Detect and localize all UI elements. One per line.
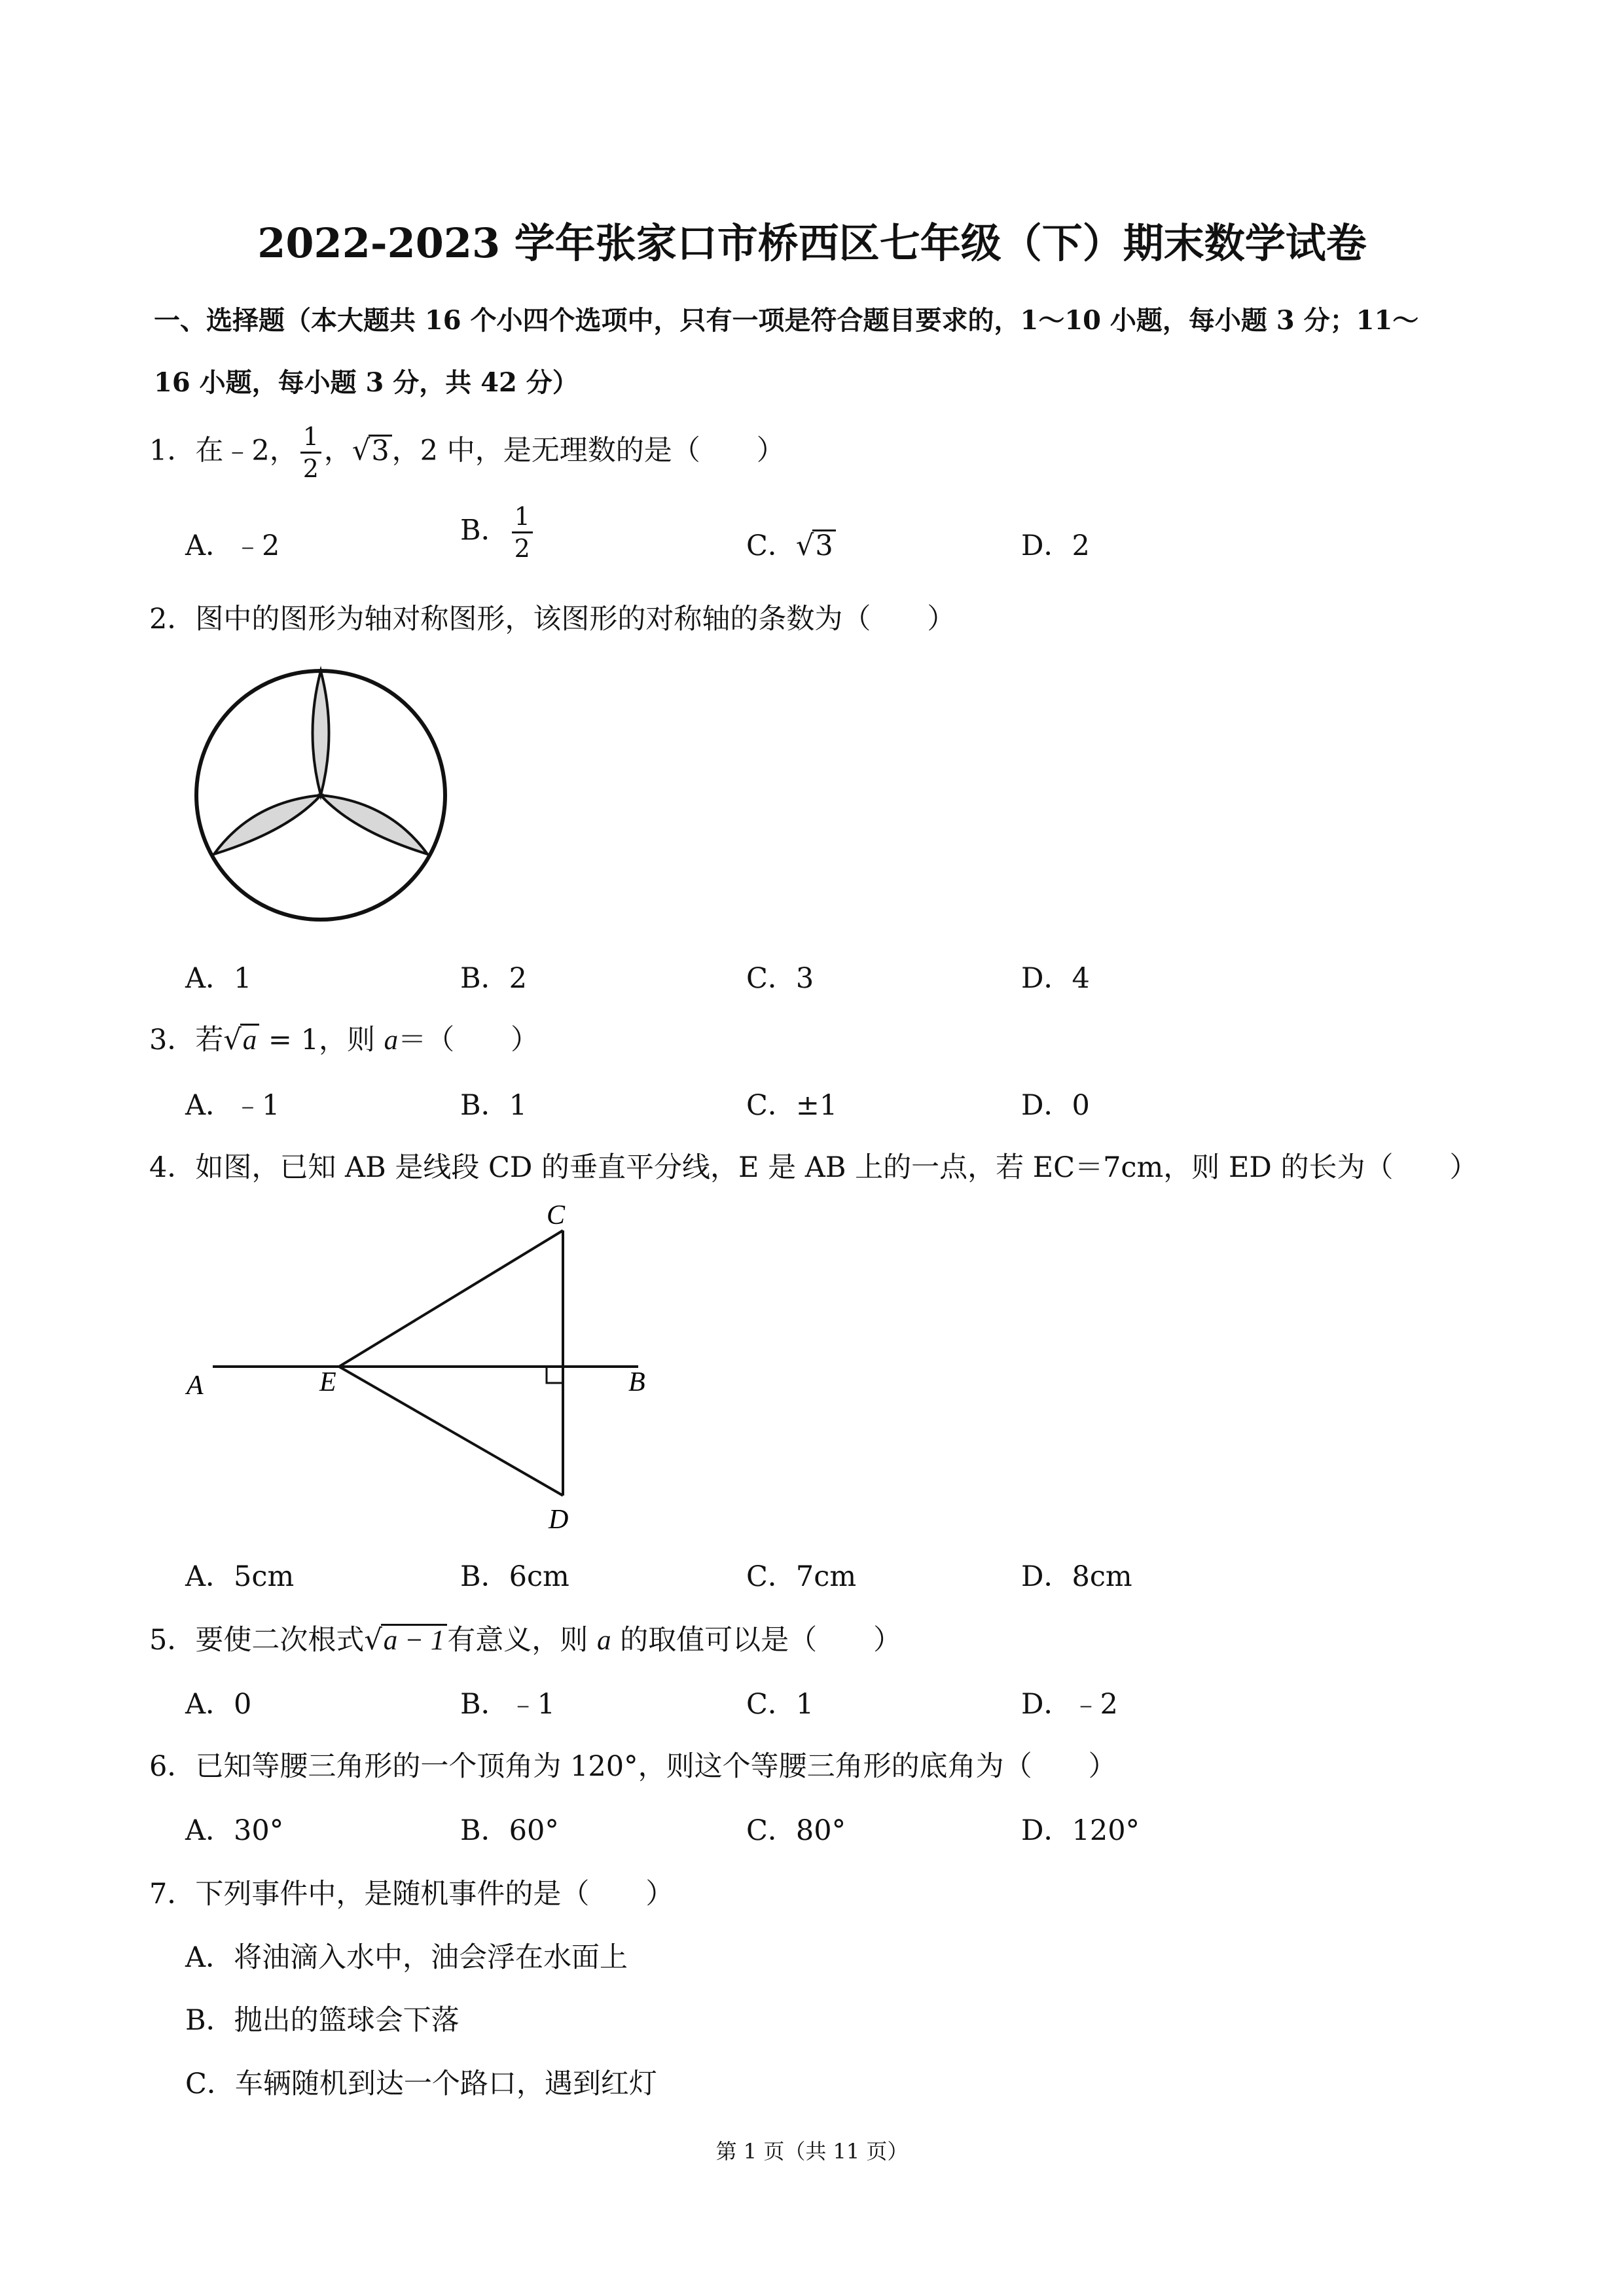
q3-suffix: ＝（ ） xyxy=(398,1024,539,1056)
q4-option-a[interactable]: A．5cm xyxy=(185,1560,295,1593)
q1-b-frac-num: 1 xyxy=(512,504,533,533)
page-title: 2022-2023 学年张家口市桥西区七年级（下）期末数学试卷 xyxy=(257,219,1367,267)
q1-option-d[interactable]: D．2 xyxy=(1021,529,1090,562)
section-header-line1: 一、选择题（本大题共 16 个小四个选项中，只有一项是符合题目要求的，1～10 小题，每小题 3 分；11～ xyxy=(154,305,1419,336)
q3-mid: = 1，则 xyxy=(259,1024,384,1056)
q1-option-c-sqrt: 3 xyxy=(812,529,835,561)
section-header-line2: 16 小题，每小题 3 分，共 42 分） xyxy=(154,367,579,398)
q6-option-c[interactable]: C．80° xyxy=(746,1814,846,1847)
q5-option-d[interactable]: D．﹣2 xyxy=(1021,1688,1118,1721)
q2-circle-figure xyxy=(190,661,452,923)
q5-var: a xyxy=(596,1625,611,1656)
q3-option-c[interactable]: C．±1 xyxy=(746,1089,838,1122)
page-footer: 第 1 页（共 11 页） xyxy=(715,2139,909,2164)
q4-label-c: C xyxy=(547,1200,566,1230)
q4-option-b[interactable]: B．6cm xyxy=(460,1560,569,1593)
q3-sqrt-sign: √ xyxy=(223,1024,242,1056)
q7-option-b[interactable]: B．抛出的篮球会下落 xyxy=(185,2004,460,2037)
q1-fraction xyxy=(300,424,321,481)
q1-b-frac-den: 2 xyxy=(514,534,530,563)
q1-option-a[interactable]: A．﹣2 xyxy=(185,529,280,562)
q6-option-b[interactable]: B．60° xyxy=(460,1814,559,1847)
q1-frac-den: 2 xyxy=(302,454,319,483)
q1-option-c-sqrt-sign: √ xyxy=(795,529,814,562)
q1-prefix: 1．在﹣2， xyxy=(149,434,298,467)
q1-option-b[interactable] xyxy=(460,504,535,561)
q3-option-a[interactable]: A．﹣1 xyxy=(185,1089,280,1122)
q5-suffix-pre: 有意义，则 xyxy=(447,1624,597,1657)
q1-sqrt-sign: √ xyxy=(352,434,370,467)
q1-suffix: ，2 中，是无理数的是（ ） xyxy=(391,434,785,467)
q6-option-a[interactable]: A．30° xyxy=(185,1814,284,1847)
q4-right-angle-mark xyxy=(547,1367,563,1383)
q1-option-b-prefix: B． xyxy=(460,514,509,547)
q4-option-d[interactable]: D．8cm xyxy=(1021,1560,1132,1593)
q3-prefix: 3．若 xyxy=(149,1024,224,1056)
q1-option-c-prefix: C． xyxy=(746,529,796,562)
q3-option-d[interactable]: D．0 xyxy=(1021,1089,1090,1122)
q1-sqrt: 3 xyxy=(369,435,391,466)
q3-option-b[interactable]: B．1 xyxy=(460,1089,527,1122)
q5-option-c[interactable]: C．1 xyxy=(746,1688,814,1721)
q6-option-d[interactable]: D．120° xyxy=(1021,1814,1140,1847)
q2-petal-right xyxy=(321,795,427,854)
q7-option-a[interactable]: A．将油滴入水中，油会浮在水面上 xyxy=(185,1941,628,1974)
q2-petal-left xyxy=(214,795,321,854)
q4-label-d: D xyxy=(549,1505,569,1535)
q5-prefix: 5．要使二次根式 xyxy=(149,1624,365,1657)
question-3 xyxy=(149,1018,539,1058)
question-5 xyxy=(149,1618,901,1658)
q1-mid: ， xyxy=(323,434,352,467)
question-6: 6．已知等腰三角形的一个顶角为 120°，则这个等腰三角形的底角为（ ） xyxy=(149,1750,1117,1783)
q4-option-c[interactable]: C．7cm xyxy=(746,1560,857,1593)
q2-option-a[interactable]: A．1 xyxy=(185,962,252,995)
q4-label-a: A xyxy=(187,1371,204,1401)
q2-petal-top xyxy=(313,671,329,795)
q5-option-b[interactable]: B．﹣1 xyxy=(460,1688,555,1721)
q5-sqrt: a − 1 xyxy=(381,1624,448,1655)
q1-option-b-fraction xyxy=(512,504,533,561)
q5-suffix: 的取值可以是（ ） xyxy=(611,1624,902,1657)
q4-segment-ec xyxy=(339,1230,563,1367)
q2-option-c[interactable]: C．3 xyxy=(746,962,814,995)
q2-option-b[interactable]: B．2 xyxy=(460,962,527,995)
q5-option-a[interactable]: A．0 xyxy=(185,1688,252,1721)
question-4: 4．如图，已知 AB 是线段 CD 的垂直平分线，E 是 AB 上的一点，若 EC＝7cm，则 ED 的长为（ ） xyxy=(149,1151,1478,1184)
q7-option-c[interactable]: C．车辆随机到达一个路口，遇到红灯 xyxy=(185,2068,657,2100)
q4-triangle-figure xyxy=(177,1198,687,1538)
q3-var: a xyxy=(384,1025,399,1056)
q1-option-c[interactable] xyxy=(746,524,836,564)
q4-segment-ed xyxy=(339,1367,563,1496)
question-1 xyxy=(149,424,785,481)
question-2: 2．图中的图形为轴对称图形，该图形的对称轴的条数为（ ） xyxy=(149,603,956,636)
q1-frac-num: 1 xyxy=(300,424,321,454)
q4-label-e: E xyxy=(319,1367,336,1397)
q2-option-d[interactable]: D．4 xyxy=(1021,962,1090,995)
q5-sqrt-sign: √ xyxy=(364,1624,382,1657)
question-7: 7．下列事件中，是随机事件的是（ ） xyxy=(149,1878,674,1910)
q3-sqrt: a xyxy=(240,1024,260,1055)
q4-label-b: B xyxy=(628,1367,645,1397)
